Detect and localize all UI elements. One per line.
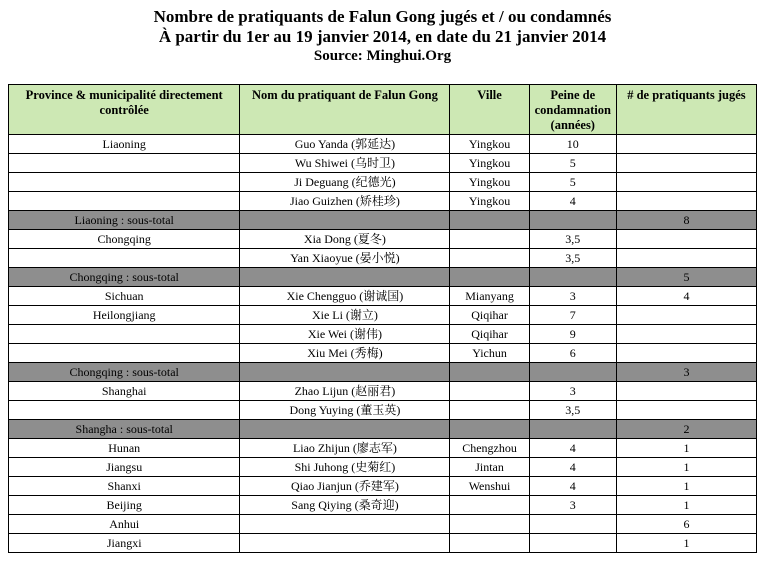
cell-count: 1	[616, 477, 756, 496]
cell-name: Guo Yanda (郭延达)	[240, 135, 450, 154]
cell-province	[9, 192, 240, 211]
cell-name	[240, 534, 450, 553]
cell-city	[450, 268, 529, 287]
cell-name: Wu Shiwei (乌时卫)	[240, 154, 450, 173]
cell-sentence: 4	[529, 477, 616, 496]
cell-name: Xiu Mei (秀梅)	[240, 344, 450, 363]
cell-province: Hunan	[9, 439, 240, 458]
cell-province: Jiangxi	[9, 534, 240, 553]
cell-province	[9, 249, 240, 268]
cell-sentence: 3	[529, 382, 616, 401]
cell-count: 2	[616, 420, 756, 439]
cell-province: Chongqing : sous-total	[9, 363, 240, 382]
cell-province	[9, 401, 240, 420]
table-row	[9, 135, 757, 154]
column-header-sentence: Peine de condamnation (années)	[529, 85, 616, 135]
cell-city	[450, 496, 529, 515]
cell-sentence: 3	[529, 287, 616, 306]
cell-sentence: 10	[529, 135, 616, 154]
cell-name	[240, 515, 450, 534]
cell-province: Sichuan	[9, 287, 240, 306]
cell-count	[616, 344, 756, 363]
cell-province: Chongqing	[9, 230, 240, 249]
cell-sentence: 4	[529, 192, 616, 211]
cell-name: Dong Yuying (董玉英)	[240, 401, 450, 420]
cell-name: Shi Juhong (史菊红)	[240, 458, 450, 477]
cell-count: 8	[616, 211, 756, 230]
table-row	[9, 287, 757, 306]
table-row	[9, 230, 757, 249]
table-row	[9, 192, 757, 211]
cell-sentence: 3	[529, 496, 616, 515]
cell-province: Beijing	[9, 496, 240, 515]
cell-name	[240, 420, 450, 439]
cell-sentence: 5	[529, 173, 616, 192]
table-row	[9, 154, 757, 173]
table-row	[9, 458, 757, 477]
cell-name: Liao Zhijun (廖志军)	[240, 439, 450, 458]
cell-name: Yan Xiaoyue (晏小悦)	[240, 249, 450, 268]
cell-province: Liaoning : sous-total	[9, 211, 240, 230]
cell-sentence: 3,5	[529, 401, 616, 420]
cell-count: 1	[616, 496, 756, 515]
cell-sentence: 7	[529, 306, 616, 325]
cell-city	[450, 515, 529, 534]
column-header-province: Province & municipalité directement contrôlée	[9, 85, 240, 135]
table-row	[9, 401, 757, 420]
document-source: Source: Minghui.Org	[313, 48, 452, 64]
cell-sentence	[529, 420, 616, 439]
cell-sentence	[529, 534, 616, 553]
table-row	[9, 344, 757, 363]
cell-sentence	[529, 363, 616, 382]
cell-province: Shanghai	[9, 382, 240, 401]
cell-count	[616, 325, 756, 344]
cell-sentence	[529, 515, 616, 534]
table-row	[9, 325, 757, 344]
cell-city: Wenshui	[450, 477, 529, 496]
cell-province: Liaoning	[9, 135, 240, 154]
cell-sentence: 3,5	[529, 249, 616, 268]
cell-name: Xie Chengguo (谢诚国)	[240, 287, 450, 306]
cell-count	[616, 173, 756, 192]
cell-count	[616, 249, 756, 268]
cell-sentence: 5	[529, 154, 616, 173]
cell-sentence: 6	[529, 344, 616, 363]
cell-name: Xie Wei (谢伟)	[240, 325, 450, 344]
cell-count: 4	[616, 287, 756, 306]
cell-city: Chengzhou	[450, 439, 529, 458]
column-header-name: Nom du pratiquant de Falun Gong	[240, 85, 450, 135]
cell-province: Jiangsu	[9, 458, 240, 477]
table-row	[9, 306, 757, 325]
table-row	[9, 249, 757, 268]
cell-province: Shangha : sous-total	[9, 420, 240, 439]
table-row	[9, 439, 757, 458]
cell-province	[9, 325, 240, 344]
cell-name	[240, 268, 450, 287]
cell-name: Jiao Guizhen (矫桂珍)	[240, 192, 450, 211]
cell-count: 6	[616, 515, 756, 534]
cell-name	[240, 363, 450, 382]
cell-sentence	[529, 268, 616, 287]
cell-count: 1	[616, 534, 756, 553]
cell-count	[616, 401, 756, 420]
cell-count	[616, 382, 756, 401]
table-row	[9, 515, 757, 534]
cell-count	[616, 306, 756, 325]
cell-city: Yingkou	[450, 154, 529, 173]
cell-name: Xie Li (谢立)	[240, 306, 450, 325]
cell-city	[450, 534, 529, 553]
cell-count	[616, 192, 756, 211]
cell-city	[450, 211, 529, 230]
cell-count: 1	[616, 458, 756, 477]
cell-city: Yingkou	[450, 192, 529, 211]
cell-count	[616, 135, 756, 154]
cell-city: Qiqihar	[450, 325, 529, 344]
cell-province	[9, 344, 240, 363]
cell-sentence: 4	[529, 458, 616, 477]
cell-count: 3	[616, 363, 756, 382]
cell-count	[616, 154, 756, 173]
document-header	[0, 0, 765, 65]
practitioners-table	[8, 84, 757, 553]
table-header-row	[9, 85, 757, 135]
cell-city: Jintan	[450, 458, 529, 477]
cell-name: Zhao Lijun (赵丽君)	[240, 382, 450, 401]
cell-city	[450, 382, 529, 401]
cell-city: Yichun	[450, 344, 529, 363]
subtotal-row	[9, 268, 757, 287]
cell-count	[616, 230, 756, 249]
cell-province: Chongqing : sous-total	[9, 268, 240, 287]
column-header-count: # de pratiquants jugés	[616, 85, 756, 135]
cell-city: Yingkou	[450, 173, 529, 192]
subtotal-row	[9, 363, 757, 382]
cell-count: 5	[616, 268, 756, 287]
cell-sentence	[529, 211, 616, 230]
cell-city	[450, 401, 529, 420]
column-header-city: Ville	[450, 85, 529, 135]
cell-city: Yingkou	[450, 135, 529, 154]
cell-name: Sang Qiying (桑奇迎)	[240, 496, 450, 515]
table-row	[9, 534, 757, 553]
cell-city: Mianyang	[450, 287, 529, 306]
cell-name: Qiao Jianjun (乔建军)	[240, 477, 450, 496]
cell-sentence: 4	[529, 439, 616, 458]
document-subtitle: À partir du 1er au 19 janvier 2014, en date du 21 janvier 2014	[158, 27, 607, 46]
table-row	[9, 496, 757, 515]
cell-province: Anhui	[9, 515, 240, 534]
cell-sentence: 3,5	[529, 230, 616, 249]
cell-province: Heilongjiang	[9, 306, 240, 325]
subtotal-row	[9, 211, 757, 230]
cell-province	[9, 154, 240, 173]
table-body	[9, 135, 757, 553]
table-row	[9, 173, 757, 192]
cell-province: Shanxi	[9, 477, 240, 496]
cell-count: 1	[616, 439, 756, 458]
cell-name: Ji Deguang (纪德光)	[240, 173, 450, 192]
subtotal-row	[9, 420, 757, 439]
cell-province	[9, 173, 240, 192]
cell-city	[450, 363, 529, 382]
cell-name	[240, 211, 450, 230]
cell-name: Xia Dong (夏冬)	[240, 230, 450, 249]
table-row	[9, 477, 757, 496]
document-title: Nombre de pratiquants de Falun Gong jugés et / ou condamnés	[153, 7, 612, 26]
cell-sentence: 9	[529, 325, 616, 344]
cell-city: Qiqihar	[450, 306, 529, 325]
cell-city	[450, 230, 529, 249]
table-row	[9, 382, 757, 401]
cell-city	[450, 249, 529, 268]
cell-city	[450, 420, 529, 439]
